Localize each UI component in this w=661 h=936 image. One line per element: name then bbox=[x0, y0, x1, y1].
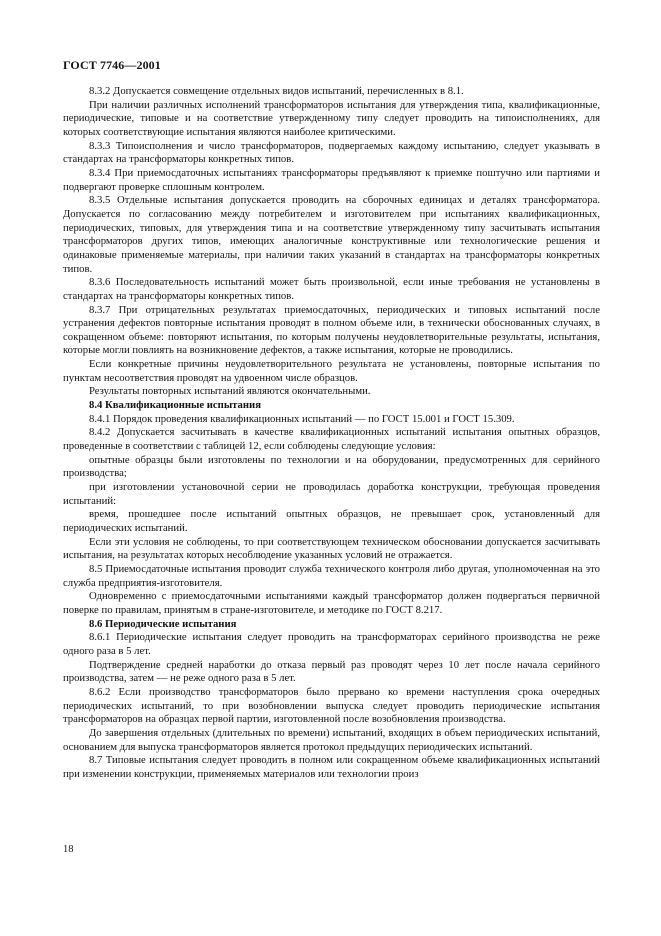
paragraph: Одновременно с приемосдаточными испытаниями каждый трансформатор должен подвергаться первичной поверке по правилам, принятым в стране-изготовителе, и методике по ГОСТ 8.217. bbox=[63, 590, 600, 616]
document-header: ГОСТ 7746—2001 bbox=[63, 58, 161, 72]
paragraph: Результаты повторных испытаний являются окончательными. bbox=[89, 385, 371, 398]
paragraph: время, прошедшее после испытаний опытных образцов, не превышает срок, установленный для периодических испытаний. bbox=[63, 508, 600, 534]
paragraph: Подтверждение средней наработки до отказа первый раз проводят через 10 лет после начала серийного производства, затем — не реже одного раза в 5 лет. bbox=[63, 658, 600, 685]
paragraph: 8.3.4 При приемосдаточных испытаниях трансформаторы предъявляют к приемке поштучно или партиями и подвергают проверке сплошным контролем. bbox=[63, 166, 600, 193]
paragraph: 8.6.1 Периодические испытания следует проводить на трансформаторах серийного производства не реже одного раза в 5 лет. bbox=[63, 631, 600, 657]
document-body bbox=[63, 85, 600, 781]
paragraph: 8.4.2 Допускается засчитывать в качестве квалификационных испытаний испытания опытных образцов, проведенные в соответствии с таблицей 12, если соблюдены следующие условия: bbox=[63, 426, 600, 453]
paragraph: До завершения отдельных (длительных по времени) испытаний, входящих в объем периодических испытаний, основанием для выпуска трансформаторов является протокол предыдущих периодических испытаний. bbox=[63, 726, 600, 753]
paragraph: При наличии различных исполнений трансформаторов испытания для утверждения типа, квалификационные, периодические, типовые и на соответствие утвержденному типу следует проводить на типоисполнениях, для которых соответствующие испытания являются наиболее критическими. bbox=[63, 98, 600, 138]
paragraph: опытные образцы были изготовлены по технологии и на оборудовании, предусмотренных для серийного производства; bbox=[63, 453, 600, 480]
paragraph: 8.3.5 Отдельные испытания допускается проводить на сборочных единицах и деталях трансформатора. Допускается по согласованию между потребителем и изготовителем при испытаниях квалификационных, периодических, типовых, для утверждения типа и на соответствие утвержденному типу засчитывать испытания трансформаторов других типов, имеющих аналогичные конструктивные или технологические решения и одинаковые применяемые материалы, при наличии таких указаний в стандартах на трансформаторы конкретных типов. bbox=[63, 194, 600, 275]
section-heading: 8.4 Квалификационные испытания bbox=[89, 399, 261, 412]
paragraph: 8.3.6 Последовательность испытаний может быть произвольной, если иные требования не установлены в стандартах на трансформаторы конкретных типов. bbox=[63, 276, 600, 302]
paragraph: Если конкретные причины неудовлетворительного результата не установлены, повторные испытания по пунктам несоответствия проводят на удвоенном числе образцов. bbox=[63, 358, 600, 384]
paragraph: Если эти условия не соблюдены, то при соответствующем техническом обосновании допускается засчитывать испытания, на результатах которых несоблюдение указанных условий не отражается. bbox=[63, 535, 600, 562]
section-heading: 8.6 Периодические испытания bbox=[89, 617, 237, 630]
paragraph: 8.3.7 При отрицательных результатах приемосдаточных, периодических и типовых испытаний после устранения дефектов повторные испытания проводят в полном объеме или, в технически обоснованных случаях, в сокращенном объеме: повторяют испытания, по которым получены неудовлетворительные результаты, испытания, которые могли повлиять на возникновение дефектов, а также испытания, которые не проводились. bbox=[63, 303, 600, 357]
paragraph: 8.7 Типовые испытания следует проводить в полном или сокращенном объеме квалификационных испытаний при изменении конструкции, применяемых материалов или технологии произ bbox=[63, 754, 600, 780]
page-number: 18 bbox=[63, 844, 74, 855]
paragraph: 8.4.1 Порядок проведения квалификационных испытаний — по ГОСТ 15.001 и ГОСТ 15.309. bbox=[89, 412, 515, 425]
paragraph: 8.3.3 Типоисполнения и число трансформаторов, подвергаемых каждому испытанию, следует указывать в стандартах на трансформаторы конкретных типов. bbox=[63, 139, 600, 166]
paragraph: 8.6.2 Если производство трансформаторов было прервано ко времени наступления срока очередных периодических испытаний, то при возобновлении выпуска следует проводить периодические испытания трансформаторов на образцах первой партии, изготовленной после возобновления производства. bbox=[63, 685, 600, 726]
paragraph: 8.5 Приемосдаточные испытания проводит служба технического контроля либо другая, уполномоченная на это служба предприятия-изготовителя. bbox=[63, 562, 600, 589]
paragraph: при изготовлении установочной серии не проводилась доработка конструкции, требующая проведения испытаний: bbox=[63, 481, 600, 507]
paragraph: 8.3.2 Допускается совмещение отдельных видов испытаний, перечисленных в 8.1. bbox=[89, 85, 464, 97]
